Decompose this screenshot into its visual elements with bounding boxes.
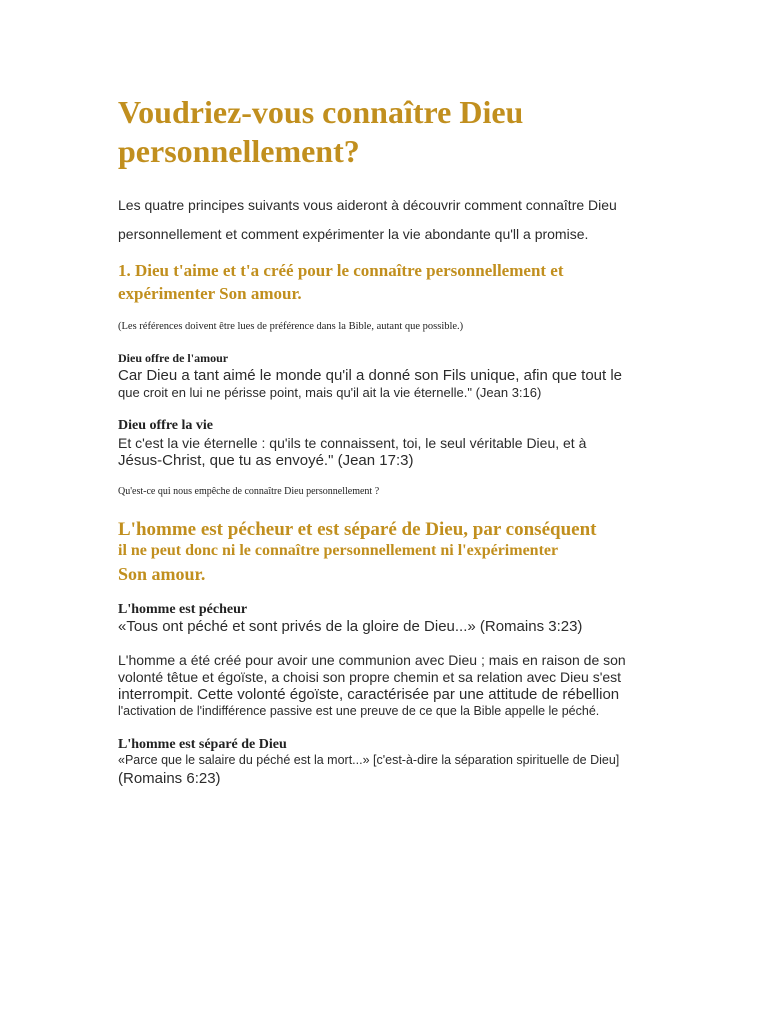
intro-line-2: personnellement et comment expérimenter la vie abondante qu'll a promise.: [118, 226, 589, 242]
explanation-line-1: L'homme a été créé pour avoir une communion avec Dieu ; mais en raison de son: [118, 652, 626, 668]
principle-1-heading-line-2: expérimenter Son amour.: [118, 284, 302, 303]
reference-note: (Les références doivent être lues de préférence dans la Bible, autant que possible.): [118, 321, 464, 332]
explanation-line-3: interrompit. Cette volonté égoïste, caractérisée par une attitude de rébellion: [118, 686, 620, 703]
love-verse-line-1: Car Dieu a tant aimé le monde qu'il a donné son Fils unique, afin que tout le: [118, 367, 623, 384]
life-verse-line-2: Jésus-Christ, que tu as envoyé." (Jean 17:3): [118, 452, 414, 469]
love-subheading: Dieu offre de l'amour: [118, 351, 229, 365]
explanation-line-4: l'activation de l'indifférence passive est une preuve de ce que la Bible appelle le péché.: [118, 704, 600, 718]
separated-verse-line-2: (Romains 6:23): [118, 770, 221, 787]
love-verse-line-2: que croit en lui ne périsse point, mais qu'il ait la vie éternelle." (Jean 3:16): [118, 385, 542, 400]
sinner-verse: «Tous ont péché et sont privés de la gloire de Dieu...» (Romains 3:23): [118, 618, 583, 635]
principle-2-heading-line-1: L'homme est pécheur et est séparé de Dieu, par conséquent: [118, 519, 597, 540]
sinner-subheading: L'homme est pécheur: [118, 602, 248, 617]
page-title-line-2: personnellement?: [118, 133, 360, 169]
explanation-line-2: volonté têtue et égoïste, a choisi son propre chemin et sa relation avec Dieu s'est: [118, 669, 622, 685]
page-title-line-1: Voudriez-vous connaître Dieu: [118, 94, 524, 130]
principle-2-heading-line-2: il ne peut donc ni le connaître personnellement ni l'expérimenter: [118, 542, 559, 559]
principle-1-heading-line-1: 1. Dieu t'aime et t'a créé pour le connaître personnellement et: [118, 261, 564, 280]
intro-line-1: Les quatre principes suivants vous aideront à découvrir comment connaître Dieu: [118, 197, 617, 213]
separated-verse-line-1: «Parce que le salaire du péché est la mort...» [c'est-à-dire la séparation spirituelle de Dieu]: [118, 753, 620, 767]
separated-subheading: L'homme est séparé de Dieu: [118, 737, 287, 752]
transition-question: Qu'est-ce qui nous empêche de connaître Dieu personnellement ?: [118, 486, 380, 497]
life-subheading: Dieu offre la vie: [118, 418, 213, 433]
principle-2-heading-line-3: Son amour.: [118, 564, 206, 584]
life-verse-line-1: Et c'est la vie éternelle : qu'ils te connaissent, toi, le seul véritable Dieu, et à: [118, 435, 587, 451]
